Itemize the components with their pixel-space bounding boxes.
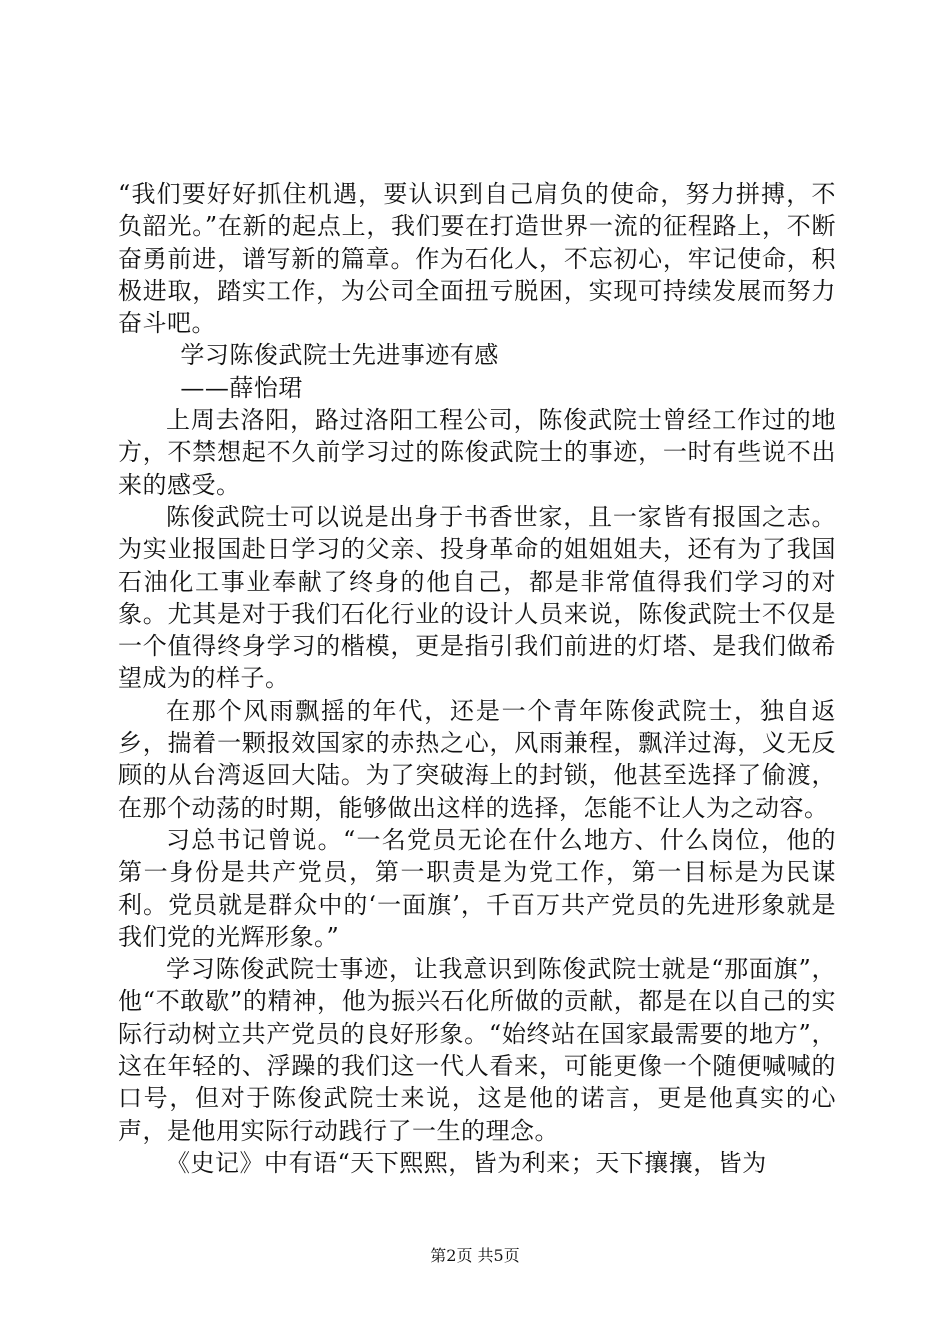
paragraph: 在那个风雨飘摇的年代，还是一个青年陈俊武院士，独自返乡，揣着一颗报效国家的赤热之心，风雨兼程，飘洋过海，义无反顾的从台湾返回大陆。为了突破海上的封锁，他甚至选择了偷渡，在那个动荡的时期，能够做出这样的选择，怎能不让人为之动容。 (118, 696, 836, 822)
paragraph: 学习陈俊武院士事迹，让我意识到陈俊武院士就是“那面旗”，他“不敢歇”的精神，他为振兴石化所做的贡献，都是在以自己的实际行动树立共产党员的良好形象。“始终站在国家最需要的地方”，这在年轻的、浮躁的我们这一代人看来，可能更像一个随便喊喊的口号，但对于陈俊武院士来说，这是他的诺言，更是他真实的心声，是他用实际行动践行了一生的理念。 (118, 955, 836, 1145)
article-title: 学习陈俊武院士先进事迹有感 (180, 341, 499, 370)
document-body (118, 178, 836, 1179)
article-author: ——薛怡珺 (180, 373, 303, 402)
paragraph: 上周去洛阳，路过洛阳工程公司，陈俊武院士曾经工作过的地方，不禁想起不久前学习过的陈俊武院士的事迹，一时有些说不出来的感受。 (118, 406, 836, 499)
paragraph-continuation: “我们要好好抓住机遇，要认识到自己肩负的使命，努力拼搏，不负韶光。”在新的起点上，我们要在打造世界一流的征程路上，不断奋勇前进，谱写新的篇章。作为石化人，不忘初心，牢记使命，积极进取，踏实工作，为公司全面扭亏脱困，实现可持续发展而努力奋斗吧。 (118, 180, 836, 338)
paragraph: 习总书记曾说。“一名党员无论在什么地方、什么岗位，他的第一身份是共产党员，第一职责是为党工作，第一目标是为民谋利。党员就是群众中的‘一面旗’，千百万共产党员的先进形象就是我们党的光辉形象。” (118, 825, 836, 951)
page-number-label: 第2页 共5页 (430, 1246, 520, 1265)
paragraph: 陈俊武院士可以说是出身于书香世家，且一家皆有报国之志。为实业报国赴日学习的父亲、投身革命的姐姐姐夫，还有为了我国石油化工事业奉献了终身的他自己，都是非常值得我们学习的对象。尤其是对于我们石化行业的设计人员来说，陈俊武院士不仅是一个值得终身学习的楷模，更是指引我们前进的灯塔、是我们做希望成为的样子。 (118, 502, 836, 693)
page-footer (0, 1243, 950, 1266)
paragraph: 《史记》中有语“天下熙熙，皆为利来；天下攘攘，皆为 (166, 1148, 767, 1177)
